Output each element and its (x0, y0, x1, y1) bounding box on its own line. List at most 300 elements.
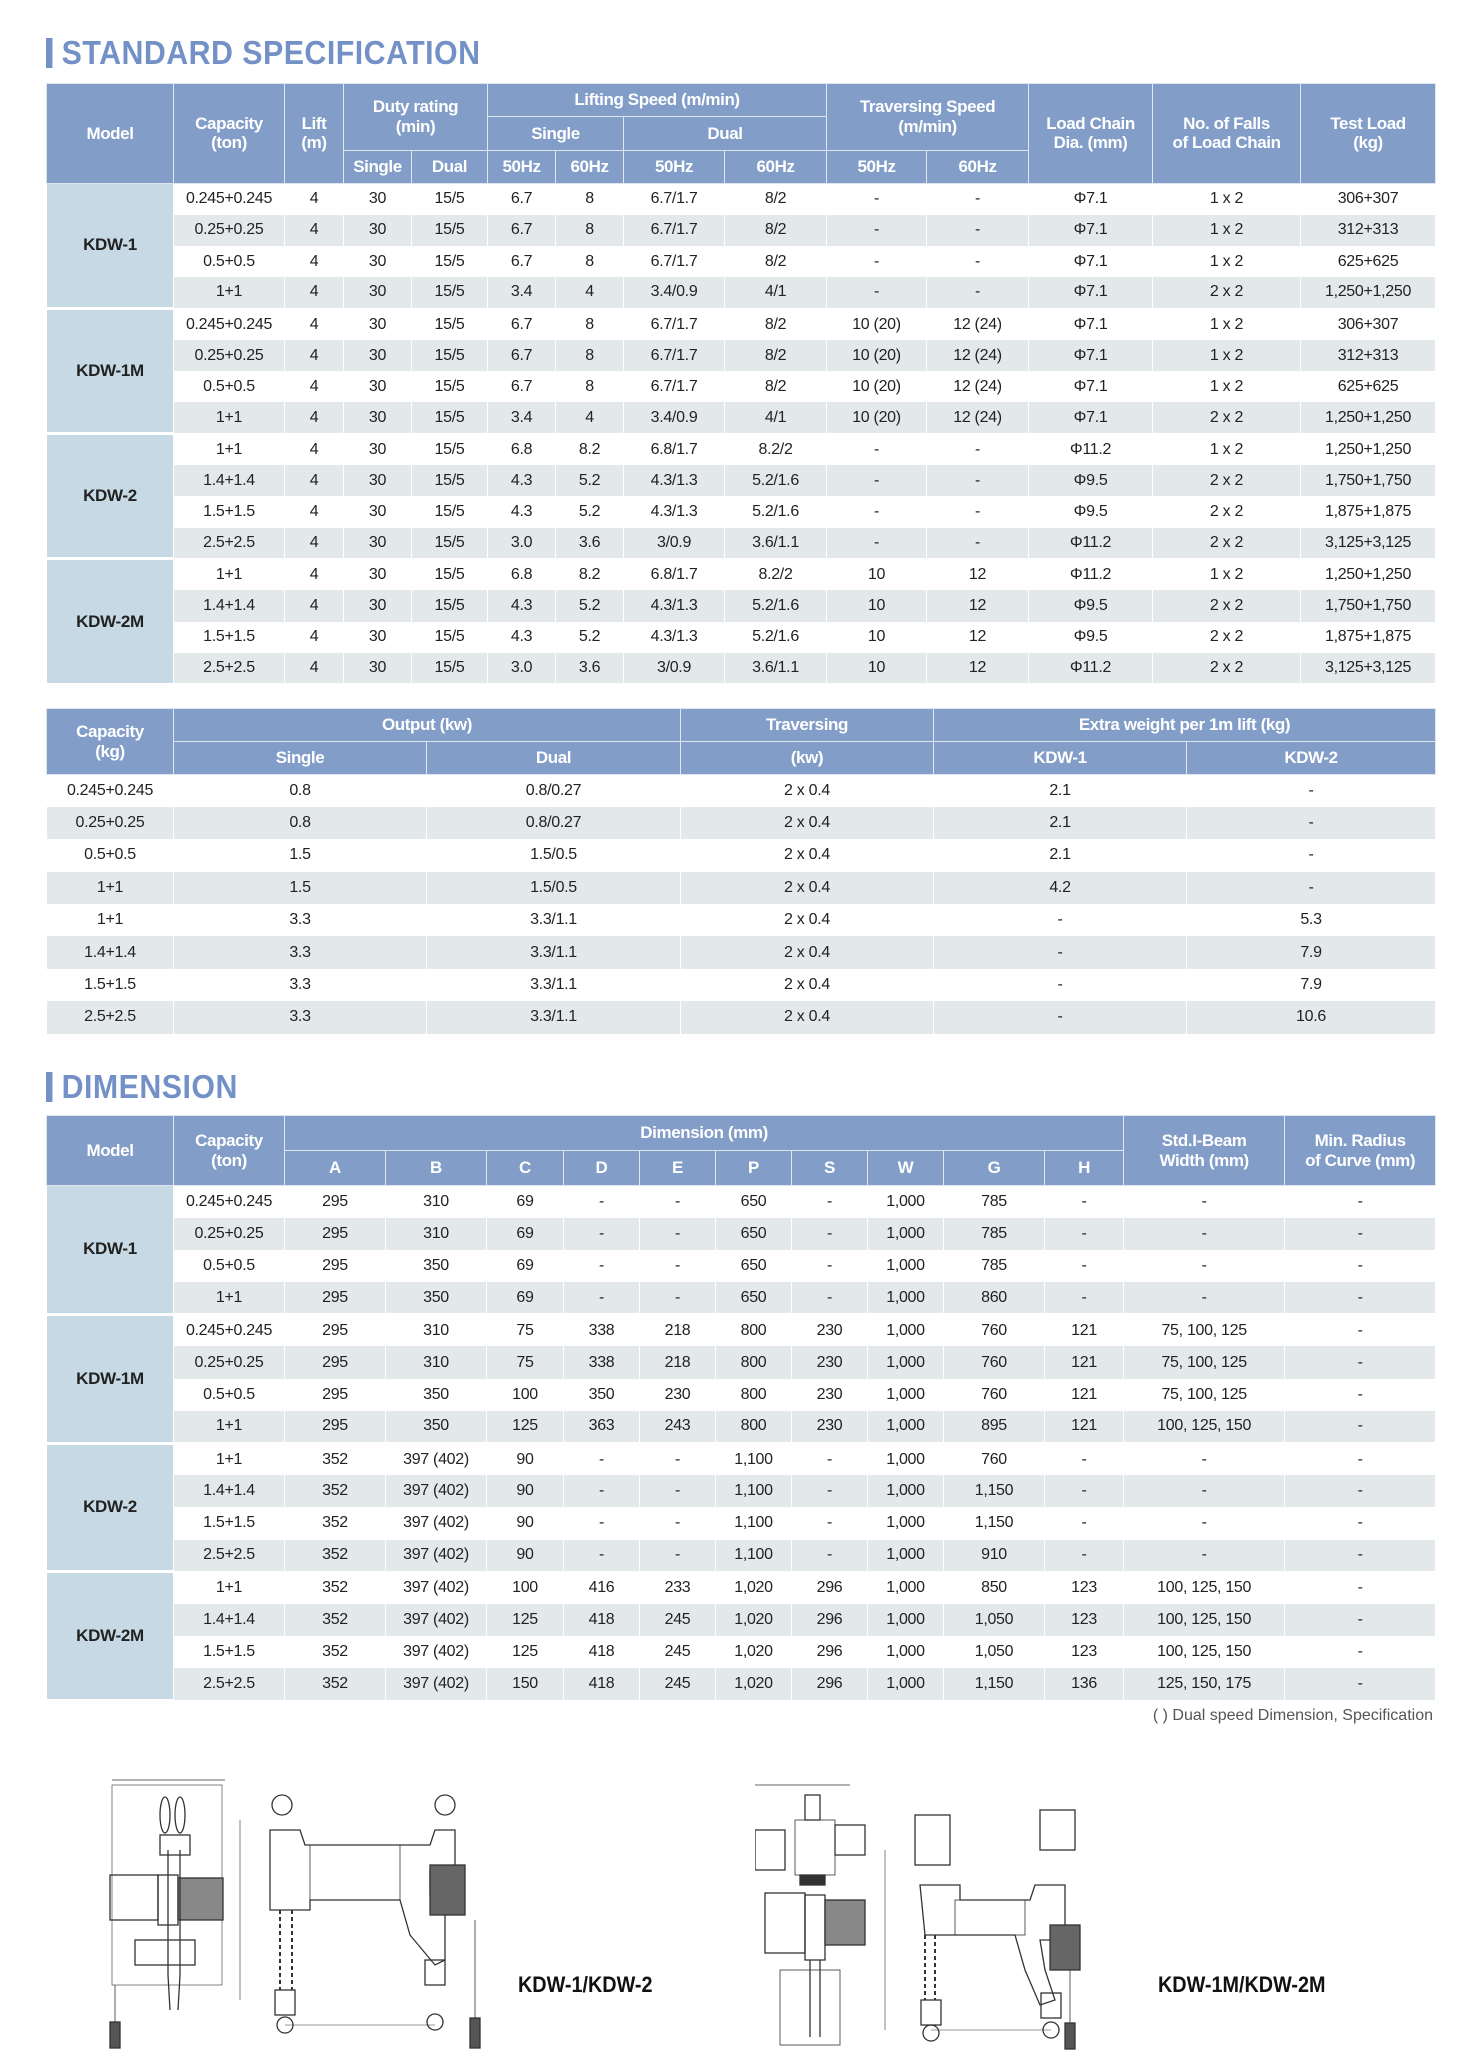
table-cell: 3/0.9 (624, 653, 725, 684)
table-cell: 397 (402) (386, 1540, 487, 1572)
diagram-label-kdw1-kdw2: KDW-1/KDW-2 (518, 1972, 653, 1997)
table-cell: 850 (944, 1572, 1045, 1604)
table-cell: 1.5/0.5 (427, 839, 681, 871)
table-cell: 5.3 (1187, 904, 1436, 936)
header-single-60hz: 60Hz (556, 150, 624, 183)
table-cell: 1.4+1.4 (174, 590, 285, 621)
table-row (47, 309, 1436, 340)
front-view-drawing (270, 1795, 480, 2048)
table-cell: - (927, 434, 1029, 465)
header-model: Model (47, 84, 174, 184)
table-cell: 1,150 (944, 1668, 1045, 1700)
table-cell: 418 (564, 1636, 640, 1668)
table-cell: - (827, 528, 927, 559)
table-cell: 1,000 (868, 1218, 944, 1250)
table-row (47, 402, 1436, 433)
table-cell: 4 (285, 559, 344, 590)
header-output: Output (kw) (174, 709, 681, 742)
table-cell: 6.7 (488, 371, 556, 402)
table-cell: 4 (285, 309, 344, 340)
header-min-radius: Min. Radius of Curve (mm) (1285, 1116, 1436, 1186)
header-capacity: Capacity (ton) (174, 1116, 285, 1186)
table-cell: 10 (20) (827, 402, 927, 433)
table-cell: 10 (827, 653, 927, 684)
table-cell: 7.9 (1187, 936, 1436, 968)
table-cell: 8 (556, 246, 624, 277)
table-cell: - (927, 528, 1029, 559)
table-cell: 4.3 (488, 465, 556, 496)
table-row (47, 1250, 1436, 1282)
table-cell: 4 (285, 277, 344, 308)
table-cell: 30 (344, 371, 412, 402)
table-cell: 3.0 (488, 528, 556, 559)
table-cell: 2.5+2.5 (174, 528, 285, 559)
table-cell: - (792, 1540, 868, 1572)
table-row (47, 1604, 1436, 1636)
table-row (47, 1507, 1436, 1539)
table-cell: Φ7.1 (1029, 402, 1153, 433)
table-cell: - (1124, 1475, 1285, 1507)
table-cell: 15/5 (412, 434, 488, 465)
header-lift: Lift (m) (285, 84, 344, 184)
table-cell: 6.8/1.7 (624, 434, 725, 465)
table-row (47, 1218, 1436, 1250)
table-cell: 6.7 (488, 215, 556, 246)
header-duty-single: Single (344, 150, 412, 183)
table-cell: 800 (716, 1379, 792, 1411)
table-cell: 352 (285, 1668, 386, 1700)
table-cell: 0.245+0.245 (174, 183, 285, 214)
table-cell: 1+1 (174, 277, 285, 308)
table-row (47, 1314, 1436, 1346)
table-cell: - (1045, 1475, 1124, 1507)
table-cell: 30 (344, 653, 412, 684)
table-row (47, 1636, 1436, 1668)
table-cell: 5.2 (556, 496, 624, 527)
table-cell: 4.2 (934, 872, 1187, 904)
table-cell: - (1124, 1282, 1285, 1314)
table-cell: 10 (20) (827, 309, 927, 340)
table-cell: 4.3 (488, 496, 556, 527)
table-row (47, 839, 1436, 871)
table-row (47, 1282, 1436, 1314)
table-cell: 30 (344, 402, 412, 433)
table-cell: 650 (716, 1282, 792, 1314)
header-output-single: Single (174, 742, 427, 775)
table-cell: - (1045, 1540, 1124, 1572)
model-cell: KDW-2 (47, 1443, 174, 1572)
table-cell: 625+625 (1301, 246, 1436, 277)
table-row (47, 1443, 1436, 1475)
table-row (47, 1186, 1436, 1218)
table-cell: 800 (716, 1346, 792, 1378)
header-dim-a: A (285, 1151, 386, 1186)
table-cell: 1+1 (174, 434, 285, 465)
table-cell: 125 (487, 1604, 564, 1636)
table-cell: 0.245+0.245 (174, 1186, 285, 1218)
table-cell: 100 (487, 1572, 564, 1604)
table-cell: Φ7.1 (1029, 215, 1153, 246)
table-cell: 30 (344, 340, 412, 371)
table-cell: 4 (285, 465, 344, 496)
table-cell: 2 x 2 (1153, 622, 1301, 653)
table-cell: 3.3/1.1 (427, 904, 681, 936)
table-cell: 338 (564, 1314, 640, 1346)
table-cell: 0.25+0.25 (174, 215, 285, 246)
table-cell: - (1285, 1379, 1436, 1411)
table-cell: 3,125+3,125 (1301, 528, 1436, 559)
table-cell: 30 (344, 622, 412, 653)
table-cell: 3.4 (488, 277, 556, 308)
table-cell: 352 (285, 1443, 386, 1475)
table-cell: 4 (285, 528, 344, 559)
table-row (47, 277, 1436, 308)
table-cell: 15/5 (412, 215, 488, 246)
table-cell: 125 (487, 1411, 564, 1443)
table-cell: Φ9.5 (1029, 465, 1153, 496)
section-title-standard-specification (46, 34, 480, 72)
table-cell: 6.8 (488, 434, 556, 465)
table-cell: 418 (564, 1668, 640, 1700)
header-capacity: Capacity (ton) (174, 84, 285, 184)
hoist-diagram-kdw1m-kdw2m (755, 1775, 1155, 2050)
table-cell: 296 (792, 1636, 868, 1668)
table-cell: 123 (1045, 1604, 1124, 1636)
table-cell: 4.3 (488, 590, 556, 621)
header-lifting-single: Single (488, 117, 624, 150)
table-cell: 1,000 (868, 1636, 944, 1668)
table-cell: 10 (827, 559, 927, 590)
table-cell: - (1285, 1186, 1436, 1218)
table-cell: 8 (556, 371, 624, 402)
table-cell: - (827, 183, 927, 214)
table-cell: 6.7/1.7 (624, 246, 725, 277)
table-cell: 800 (716, 1314, 792, 1346)
table-cell: 2 x 2 (1153, 496, 1301, 527)
table-cell: 1.5+1.5 (174, 1636, 285, 1668)
table-cell: 310 (386, 1186, 487, 1218)
table-cell: 296 (792, 1572, 868, 1604)
table-cell: 5.2 (556, 465, 624, 496)
table-cell: 295 (285, 1282, 386, 1314)
table-cell: 150 (487, 1668, 564, 1700)
table-cell: 1.4+1.4 (174, 1604, 285, 1636)
table-cell: 0.5+0.5 (47, 839, 174, 871)
header-dim-d: D (564, 1151, 640, 1186)
table-cell: 760 (944, 1314, 1045, 1346)
table-cell: Φ7.1 (1029, 246, 1153, 277)
table-cell: 1,000 (868, 1411, 944, 1443)
table-cell: - (564, 1475, 640, 1507)
table-cell: 2 x 0.4 (681, 872, 934, 904)
table-cell: - (792, 1186, 868, 1218)
table-cell: 4.3/1.3 (624, 622, 725, 653)
table-cell: 6.7/1.7 (624, 183, 725, 214)
table-cell: 1 x 2 (1153, 215, 1301, 246)
table-row (47, 1346, 1436, 1378)
table-cell: 3/0.9 (624, 528, 725, 559)
table-cell: - (1285, 1604, 1436, 1636)
table-cell: - (1187, 872, 1436, 904)
table-cell: 4 (285, 215, 344, 246)
table-cell: Φ7.1 (1029, 340, 1153, 371)
table-cell: 0.5+0.5 (174, 371, 285, 402)
table-cell: 4 (285, 246, 344, 277)
table-cell: 295 (285, 1379, 386, 1411)
table-cell: 1,000 (868, 1314, 944, 1346)
table-cell: - (827, 215, 927, 246)
table-cell: 6.7 (488, 246, 556, 277)
table-cell: - (792, 1507, 868, 1539)
table-cell: - (1285, 1507, 1436, 1539)
table-cell: Φ7.1 (1029, 371, 1153, 402)
table-cell: 30 (344, 434, 412, 465)
diagram-label-kdw1m-kdw2m: KDW-1M/KDW-2M (1158, 1972, 1326, 1997)
table-cell: - (1285, 1250, 1436, 1282)
table-cell: - (1285, 1636, 1436, 1668)
table-row (47, 559, 1436, 590)
table-cell: - (1045, 1186, 1124, 1218)
table-cell: 100, 125, 150 (1124, 1411, 1285, 1443)
table-cell: 1,020 (716, 1668, 792, 1700)
table-cell: 5.2 (556, 590, 624, 621)
table-cell: 15/5 (412, 402, 488, 433)
table-cell: - (1045, 1443, 1124, 1475)
table-cell: 418 (564, 1604, 640, 1636)
table-cell: 4/1 (725, 277, 827, 308)
table-cell: 5.2/1.6 (725, 496, 827, 527)
table-row (47, 1668, 1436, 1700)
table-cell: 352 (285, 1507, 386, 1539)
table-cell: 1.5+1.5 (174, 622, 285, 653)
table-cell: 352 (285, 1540, 386, 1572)
header-dual-50hz: 50Hz (624, 150, 725, 183)
table-cell: 1 x 2 (1153, 246, 1301, 277)
table-cell: 230 (792, 1411, 868, 1443)
table-cell: - (564, 1186, 640, 1218)
table-cell: 10.6 (1187, 1001, 1436, 1033)
table-cell: 4 (285, 183, 344, 214)
table-row (47, 1572, 1436, 1604)
table-cell: 6.7/1.7 (624, 371, 725, 402)
section-title-text: DIMENSION (61, 1068, 238, 1105)
table-cell: 30 (344, 528, 412, 559)
table-cell: 30 (344, 309, 412, 340)
model-cell: KDW-1 (47, 1186, 174, 1315)
table-cell: 4.3 (488, 622, 556, 653)
table-cell: 12 (24) (927, 371, 1029, 402)
table-cell: 90 (487, 1507, 564, 1539)
table-cell: 90 (487, 1540, 564, 1572)
table-cell: 1.5+1.5 (47, 969, 174, 1001)
table-cell: 125, 150, 175 (1124, 1668, 1285, 1700)
table-cell: 397 (402) (386, 1475, 487, 1507)
table-cell: 1,100 (716, 1507, 792, 1539)
table-cell: 15/5 (412, 371, 488, 402)
table-cell: 397 (402) (386, 1507, 487, 1539)
header-ibeam-width: Std.I-Beam Width (mm) (1124, 1116, 1285, 1186)
table-cell: 295 (285, 1250, 386, 1282)
table-cell: 123 (1045, 1572, 1124, 1604)
table-cell: 15/5 (412, 465, 488, 496)
table-cell: 895 (944, 1411, 1045, 1443)
table-cell: Φ9.5 (1029, 496, 1153, 527)
table-cell: 310 (386, 1346, 487, 1378)
table-cell: 785 (944, 1218, 1045, 1250)
table-cell: 30 (344, 215, 412, 246)
table-cell: 3.4/0.9 (624, 277, 725, 308)
table-cell: 1+1 (174, 1572, 285, 1604)
table-row (47, 1001, 1436, 1033)
header-traversing-unit: (kw) (681, 742, 934, 775)
table-cell: 6.7/1.7 (624, 340, 725, 371)
table-cell: 2 x 0.4 (681, 839, 934, 871)
table-cell: Φ7.1 (1029, 183, 1153, 214)
table-cell: 1,100 (716, 1443, 792, 1475)
table-cell: 8.2 (556, 559, 624, 590)
table-cell: Φ11.2 (1029, 434, 1153, 465)
table-cell: 760 (944, 1379, 1045, 1411)
table-cell: 1.5/0.5 (427, 872, 681, 904)
table-cell: - (1124, 1443, 1285, 1475)
table-cell: 352 (285, 1475, 386, 1507)
table-cell: 10 (20) (827, 340, 927, 371)
table-cell: 0.25+0.25 (174, 1346, 285, 1378)
table-cell: 1,000 (868, 1668, 944, 1700)
table-cell: - (934, 904, 1187, 936)
table-cell: - (934, 969, 1187, 1001)
table-cell: 2 x 0.4 (681, 969, 934, 1001)
table-cell: 15/5 (412, 528, 488, 559)
table-cell: 8 (556, 340, 624, 371)
table-cell: 0.5+0.5 (174, 1250, 285, 1282)
header-dim-b: B (386, 1151, 487, 1186)
table-cell: 0.25+0.25 (47, 807, 174, 839)
table-cell: - (927, 496, 1029, 527)
header-single-50hz: 50Hz (488, 150, 556, 183)
table-cell: 90 (487, 1443, 564, 1475)
model-cell: KDW-2M (47, 1572, 174, 1701)
header-trav-60hz: 60Hz (927, 150, 1029, 183)
table-cell: 245 (640, 1604, 716, 1636)
table-cell: 10 (20) (827, 371, 927, 402)
table-cell: 0.8/0.27 (427, 775, 681, 807)
table-cell: 1.5 (174, 839, 427, 871)
table-cell: 8 (556, 215, 624, 246)
table-cell: - (927, 277, 1029, 308)
table-cell: 3.3/1.1 (427, 1001, 681, 1033)
table-cell: 12 (927, 559, 1029, 590)
table-cell: 100, 125, 150 (1124, 1636, 1285, 1668)
table-cell: - (1285, 1346, 1436, 1378)
table-cell: 7.9 (1187, 969, 1436, 1001)
model-cell: KDW-2 (47, 434, 174, 559)
table-cell: - (1285, 1668, 1436, 1700)
table-cell: - (640, 1475, 716, 1507)
table-cell: 1 x 2 (1153, 371, 1301, 402)
table-cell: - (1187, 775, 1436, 807)
table-cell: 121 (1045, 1314, 1124, 1346)
output-table (46, 708, 1436, 1034)
table-cell: 1,020 (716, 1636, 792, 1668)
header-capacity-kg: Capacity (kg) (47, 709, 174, 775)
table-cell: 8/2 (725, 340, 827, 371)
table-cell: 2 x 0.4 (681, 775, 934, 807)
table-cell: 230 (792, 1379, 868, 1411)
table-cell: 15/5 (412, 183, 488, 214)
table-cell: 1.4+1.4 (47, 936, 174, 968)
table-cell: 15/5 (412, 496, 488, 527)
header-duty-rating: Duty rating (min) (344, 84, 488, 151)
table-cell: 2 x 0.4 (681, 904, 934, 936)
table-cell: 69 (487, 1282, 564, 1314)
header-dim-h: H (1045, 1151, 1124, 1186)
header-kdw1: KDW-1 (934, 742, 1187, 775)
table-cell: 30 (344, 465, 412, 496)
table-cell: 1,020 (716, 1572, 792, 1604)
table-cell: 1,000 (868, 1282, 944, 1314)
table-cell: Φ9.5 (1029, 622, 1153, 653)
front-view-drawing (915, 1810, 1080, 2049)
header-lifting-speed: Lifting Speed (m/min) (488, 84, 827, 117)
table-cell: 125 (487, 1636, 564, 1668)
table-cell: 1,250+1,250 (1301, 559, 1436, 590)
table-cell: 0.245+0.245 (47, 775, 174, 807)
table-row (47, 465, 1436, 496)
table-cell: - (564, 1507, 640, 1539)
table-cell: 416 (564, 1572, 640, 1604)
table-cell: 75, 100, 125 (1124, 1314, 1285, 1346)
table-row (47, 528, 1436, 559)
table-cell: 69 (487, 1218, 564, 1250)
table-cell: 4.3/1.3 (624, 590, 725, 621)
table-cell: 2.5+2.5 (174, 1668, 285, 1700)
table-cell: 245 (640, 1668, 716, 1700)
table-cell: - (827, 434, 927, 465)
table-cell: 3.4/0.9 (624, 402, 725, 433)
table-cell: 6.8/1.7 (624, 559, 725, 590)
table-cell: 352 (285, 1604, 386, 1636)
table-cell: 1 x 2 (1153, 434, 1301, 465)
table-cell: 121 (1045, 1411, 1124, 1443)
table-cell: 0.8/0.27 (427, 807, 681, 839)
table-cell: 12 (927, 653, 1029, 684)
table-cell: 6.7 (488, 340, 556, 371)
table-cell: 1 x 2 (1153, 183, 1301, 214)
table-cell: 0.25+0.25 (174, 1218, 285, 1250)
table-cell: 295 (285, 1186, 386, 1218)
table-cell: 1.4+1.4 (174, 1475, 285, 1507)
table-cell: 352 (285, 1572, 386, 1604)
table-cell: - (1124, 1186, 1285, 1218)
table-cell: 3.3 (174, 936, 427, 968)
table-cell: - (1045, 1250, 1124, 1282)
table-cell: 245 (640, 1636, 716, 1668)
table-cell: 3.6 (556, 528, 624, 559)
table-cell: 8/2 (725, 246, 827, 277)
table-cell: 397 (402) (386, 1668, 487, 1700)
table-cell: - (792, 1443, 868, 1475)
table-cell: 2.1 (934, 807, 1187, 839)
header-duty-dual: Dual (412, 150, 488, 183)
table-cell: 1+1 (174, 559, 285, 590)
table-cell: - (1285, 1443, 1436, 1475)
table-cell: 6.7 (488, 183, 556, 214)
table-cell: 15/5 (412, 309, 488, 340)
table-row (47, 590, 1436, 621)
table-cell: Φ7.1 (1029, 277, 1153, 308)
table-cell: 5.2/1.6 (725, 622, 827, 653)
